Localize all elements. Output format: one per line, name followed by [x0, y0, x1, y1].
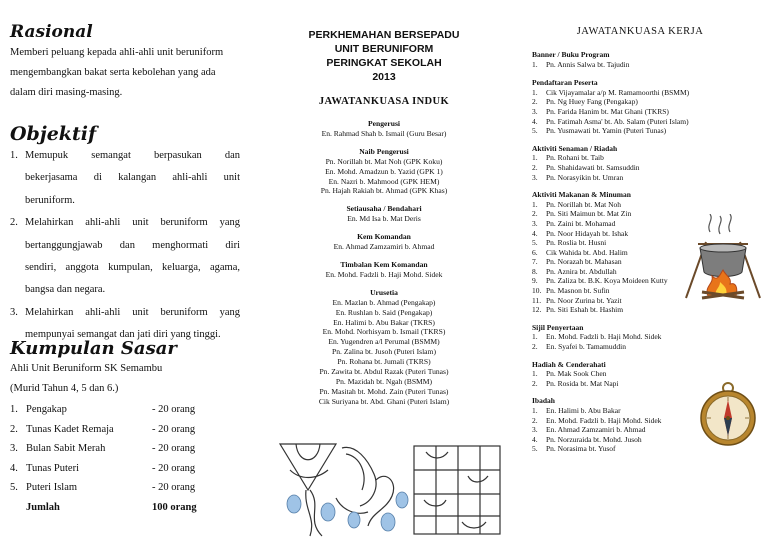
- member-name: Pn. Norzuraida bt. Mohd. Jusoh: [546, 434, 642, 444]
- objektif-item: [10, 145, 240, 212]
- objektif-number: 1.: [10, 150, 18, 161]
- group-name: Bulan Sabit Merah: [26, 443, 106, 454]
- member-row: [532, 117, 764, 127]
- member-name: Pn. Annis Salwa bt. Tajudin: [546, 59, 630, 69]
- role-kem-komandan: [256, 232, 512, 252]
- member-number: 2.: [532, 209, 538, 219]
- role-title: Naib Pengerusi: [359, 146, 409, 156]
- section-title: Sijil Penyertaan: [532, 322, 584, 332]
- role-title: Pengerusi: [367, 119, 401, 128]
- role-urusetia: [256, 288, 512, 407]
- member-number: 5.: [532, 238, 538, 248]
- title-line: PERKHEMAHAN BERSEPADU: [308, 29, 460, 41]
- member-row: [532, 97, 764, 107]
- member-number: 1.: [532, 153, 538, 163]
- group-row: [10, 400, 245, 420]
- induk-roles: [256, 119, 512, 407]
- member-number: 2.: [532, 378, 538, 388]
- member-name: En. Ahmad Zamzamiri b. Ahmad: [546, 425, 646, 435]
- kumpulan-sasar-section: [10, 338, 245, 517]
- member-row: [532, 163, 764, 173]
- group-name: Tunas Puteri: [26, 462, 79, 474]
- section-banner: [532, 50, 764, 69]
- group-number: 3.: [10, 443, 18, 454]
- role-member: Pn. Zalina bt. Jusoh (Puteri Islam): [332, 347, 436, 357]
- group-name: Puteri Islam: [26, 482, 78, 493]
- objektif-item: [10, 212, 240, 302]
- middle-panel: [256, 0, 512, 544]
- rasional-line: dalam diri masing-masing.: [10, 87, 123, 98]
- group-count: - 20 orang: [152, 482, 196, 493]
- member-name: Cik Wahida bt. Abd. Halim: [546, 247, 628, 257]
- rasional-section: [10, 22, 240, 103]
- section-senaman: [532, 144, 764, 182]
- member-name: Cik Vijayamalar a/p M. Ramamoorthi (BSMM): [546, 87, 690, 97]
- member-number: 9.: [532, 276, 538, 286]
- member-name: En. Halimi b. Abu Bakar: [546, 406, 621, 415]
- group-name: Tunas Kadet Remaja: [26, 423, 114, 435]
- group-row: [10, 420, 245, 440]
- member-name: En. Mohd. Fadzli b. Haji Mohd. Sidek: [546, 332, 662, 342]
- role-member: En. Mohd. Norhisyam b. Ismail (TKRS): [322, 327, 446, 337]
- member-name: Pn. Zaliza bt. B.K. Koya Moideen Kutty: [546, 276, 668, 286]
- member-number: 2.: [532, 162, 538, 172]
- objektif-line: sendiri, anggota kumpulan, keluarga, agama,: [25, 262, 240, 274]
- knot-tying-diagram: [276, 440, 506, 540]
- member-name: Pn. Rohani bt. Taib: [546, 153, 604, 163]
- group-number: 1.: [10, 404, 18, 415]
- member-name: Pn. Farida Hanim bt. Mat Ghani (TKRS): [546, 106, 669, 116]
- campfire-pot-icon: [680, 214, 766, 300]
- role-member: En. Ahmad Zamzamiri b. Ahmad: [333, 242, 435, 252]
- title-line: UNIT BERUNIFORM: [334, 43, 434, 55]
- role-title: Setiausaha / Bendahari: [346, 204, 422, 214]
- rasional-heading: Rasional: [10, 22, 93, 42]
- member-number: 1.: [532, 369, 538, 379]
- section-title: Pendaftaran Peserta: [532, 78, 598, 88]
- member-row: [532, 369, 764, 379]
- section-title: Banner / Buku Program: [532, 50, 610, 59]
- member-number: 8.: [532, 266, 538, 276]
- role-member: En. Md Isa b. Mat Deris: [347, 214, 421, 224]
- role-member: Pn. Rohana bt. Jumali (TKRS): [337, 357, 431, 367]
- member-row: [532, 173, 764, 183]
- group-count: - 20 orang: [152, 423, 196, 435]
- objektif-list: [10, 145, 240, 347]
- title-line: PERINGKAT SEKOLAH: [326, 57, 442, 69]
- section-sijil: [532, 323, 764, 352]
- member-number: 3.: [532, 425, 538, 435]
- member-number: 1.: [532, 199, 538, 209]
- member-name: Pn. Masnon bt. Sufin: [546, 286, 610, 296]
- role-member: Pn. Zawita bt. Abdul Razak (Puteri Tunas): [319, 367, 449, 377]
- event-title: [256, 28, 512, 84]
- member-number: 10.: [532, 286, 542, 296]
- member-row: [532, 60, 764, 70]
- role-member: En. Mohd. Amadzun b. Yazid (GPK 1): [325, 166, 443, 176]
- member-name: Pn. Rosida bt. Mat Napi: [546, 378, 619, 388]
- member-row: [532, 153, 764, 163]
- member-name: Pn. Shahidawati bt. Samsuddin: [546, 162, 640, 172]
- group-row: [10, 478, 245, 498]
- role-member: En. Rahmad Shah b. Ismail (Guru Besar): [321, 128, 447, 138]
- compass-icon: [698, 382, 758, 448]
- section-title: Ibadah: [532, 396, 555, 406]
- section-title: Hadiah & Cenderahati: [532, 359, 606, 369]
- role-title: Kem Komandan: [357, 232, 411, 242]
- objektif-line: beruniform.: [25, 194, 75, 206]
- role-member: En. Nazri b. Mahmood (GPK HEM): [328, 176, 440, 186]
- member-number: 1.: [532, 87, 538, 97]
- total-value: 100 orang: [152, 501, 197, 513]
- group-count: - 20 orang: [152, 443, 196, 454]
- objektif-line: mempunyai semangat dan jati diri yang tinggi.: [25, 329, 221, 341]
- objektif-line: Melahirkan ahli-ahli unit beruniform yang: [25, 217, 240, 229]
- member-name: Pn. Norillah bt. Mat Noh: [546, 199, 621, 209]
- member-name: Pn. Noor Zurina bt. Yazit: [546, 295, 622, 305]
- group-total-row: [10, 498, 245, 518]
- kerja-heading: JAWATANKUASA KERJA: [576, 26, 704, 37]
- member-number: 2.: [532, 415, 538, 425]
- group-row: [10, 439, 245, 459]
- member-name: Pn. Mak Sook Chen: [546, 369, 607, 379]
- kumpulan-sasar-intro: (Murid Tahun 4, 5 dan 6.): [10, 382, 119, 394]
- role-pengerusi: [256, 119, 512, 139]
- role-member: Cik Suriyana bt. Abd. Ghani (Puteri Islam): [318, 396, 450, 406]
- role-member: En. Rushlan b. Said (Pengakap): [335, 307, 433, 317]
- member-name: Pn. Norazah bt. Mahasan: [546, 257, 622, 267]
- member-name: Pn. Ng Huey Fang (Pengakap): [546, 97, 638, 107]
- group-row: [10, 459, 245, 479]
- objektif-number: 2.: [10, 217, 18, 229]
- role-member: En. Halimi b. Abu Bakar (TKRS): [333, 317, 435, 327]
- member-name: Pn. Norasima bt. Yusof: [546, 444, 616, 454]
- member-name: Pn. Noor Hidayah bt. Ishak: [546, 228, 629, 238]
- member-name: Pn. Siti Maimun bt. Mat Zin: [546, 209, 632, 219]
- member-number: 12.: [532, 305, 542, 315]
- member-number: 2.: [532, 342, 538, 352]
- member-name: En. Syafei b. Tamamuddin: [546, 342, 626, 352]
- member-name: Pn. Norasyikin bt. Umran: [546, 172, 624, 182]
- objektif-line: Melahirkan ahli-ahli unit beruniform yang: [25, 306, 240, 318]
- member-number: 6.: [532, 247, 538, 257]
- role-member: Pn. Mazidah bt. Ngah (BSMM): [335, 376, 433, 386]
- member-name: Pn. Roslia bt. Husni: [546, 238, 607, 248]
- member-name: Pn. Siti Eshah bt. Hashim: [546, 305, 624, 315]
- member-name: En. Mohd. Fadzli b. Haji Mohd. Sidek: [546, 415, 662, 425]
- role-naib-pengerusi: [256, 147, 512, 197]
- objektif-section: [10, 123, 240, 347]
- rasional-line: mengembangkan bakat serta kebolehan yang ada: [10, 67, 216, 78]
- member-row: [532, 126, 764, 136]
- objektif-heading: Objektif: [10, 123, 97, 145]
- member-number: 5.: [532, 444, 538, 454]
- member-row: [532, 305, 764, 315]
- member-number: 3.: [532, 218, 538, 228]
- role-title: Timbalan Kem Komandan: [340, 259, 428, 269]
- section-title: Aktiviti Makanan & Minuman: [532, 190, 631, 200]
- member-number: 11.: [532, 295, 542, 305]
- rasional-text: [10, 43, 240, 103]
- section-pendaftaran: [532, 78, 764, 136]
- total-label: Jumlah: [26, 501, 60, 513]
- member-row: [532, 342, 764, 352]
- member-row: [532, 88, 764, 98]
- member-number: 3.: [532, 172, 538, 182]
- role-member: En. Mazlan b. Ahmad (Pengakap): [332, 297, 436, 307]
- member-number: 4.: [532, 116, 538, 126]
- group-name: Pengakap: [26, 404, 67, 415]
- rasional-line: Memberi peluang kepada ahli-ahli unit beruniform: [10, 47, 224, 58]
- kumpulan-sasar-heading: Kumpulan Sasar: [10, 338, 177, 359]
- member-number: 5.: [532, 126, 538, 136]
- objektif-line: bekerjasama di kalangan ahli-ahli unit: [25, 172, 240, 184]
- role-timbalan-kem-komandan: [256, 260, 512, 280]
- kumpulan-sasar-intro: Ahli Unit Beruniform SK Semambu: [10, 363, 163, 374]
- member-name: Pn. Yusmawati bt. Yamin (Puteri Tunas): [546, 126, 667, 136]
- member-number: 4.: [532, 228, 538, 238]
- left-panel: [0, 0, 256, 544]
- member-name: Pn. Fatimah Asma' bt. Ab. Salam (Puteri Islam): [546, 116, 689, 126]
- group-number: 2.: [10, 423, 18, 435]
- role-member: En. Mohd. Fadzli b. Haji Mohd. Sidek: [325, 269, 443, 279]
- member-row: [532, 332, 764, 342]
- member-number: 1.: [532, 332, 538, 342]
- group-number: 4.: [10, 462, 18, 474]
- role-member: Pn. Norillah bt. Mat Noh (GPK Koku): [325, 156, 443, 166]
- induk-heading: JAWATANKUASA INDUK: [318, 96, 450, 107]
- group-count: - 20 orang: [152, 462, 196, 474]
- objektif-line: Memupuk semangat berpasukan dan: [25, 150, 240, 161]
- role-title: Urusetia: [370, 287, 398, 297]
- right-panel: [512, 0, 768, 544]
- objektif-line: bertanggungjawab dan menghormati diri: [25, 239, 240, 251]
- group-count: - 20 orang: [152, 404, 196, 415]
- title-year: 2013: [372, 71, 396, 83]
- member-number: 7.: [532, 257, 538, 267]
- objektif-number: 3.: [10, 306, 18, 318]
- group-number: 5.: [10, 482, 18, 493]
- objektif-line: bangsa dan negara.: [25, 284, 106, 296]
- section-title: Aktiviti Senaman / Riadah: [532, 143, 618, 153]
- role-setiausaha: [256, 204, 512, 224]
- member-number: 2.: [532, 97, 538, 107]
- member-number: 1.: [532, 406, 538, 415]
- member-row: [532, 200, 764, 210]
- member-number: 1.: [532, 59, 538, 69]
- role-member: Pn. Masitah bt. Mohd. Zain (Puteri Tunas): [319, 386, 449, 396]
- member-name: Pn. Aznira bt. Abdullah: [546, 266, 617, 276]
- member-number: 4.: [532, 434, 538, 444]
- member-row: [532, 107, 764, 117]
- member-name: Pn. Zaini bt. Mohamad: [546, 218, 616, 228]
- role-member: Pn. Hajah Rakiah bt. Ahmad (GPK Khas): [320, 186, 448, 196]
- member-number: 3.: [532, 106, 538, 116]
- role-member: En. Yugendren a/l Perumal (BSMM): [328, 337, 440, 347]
